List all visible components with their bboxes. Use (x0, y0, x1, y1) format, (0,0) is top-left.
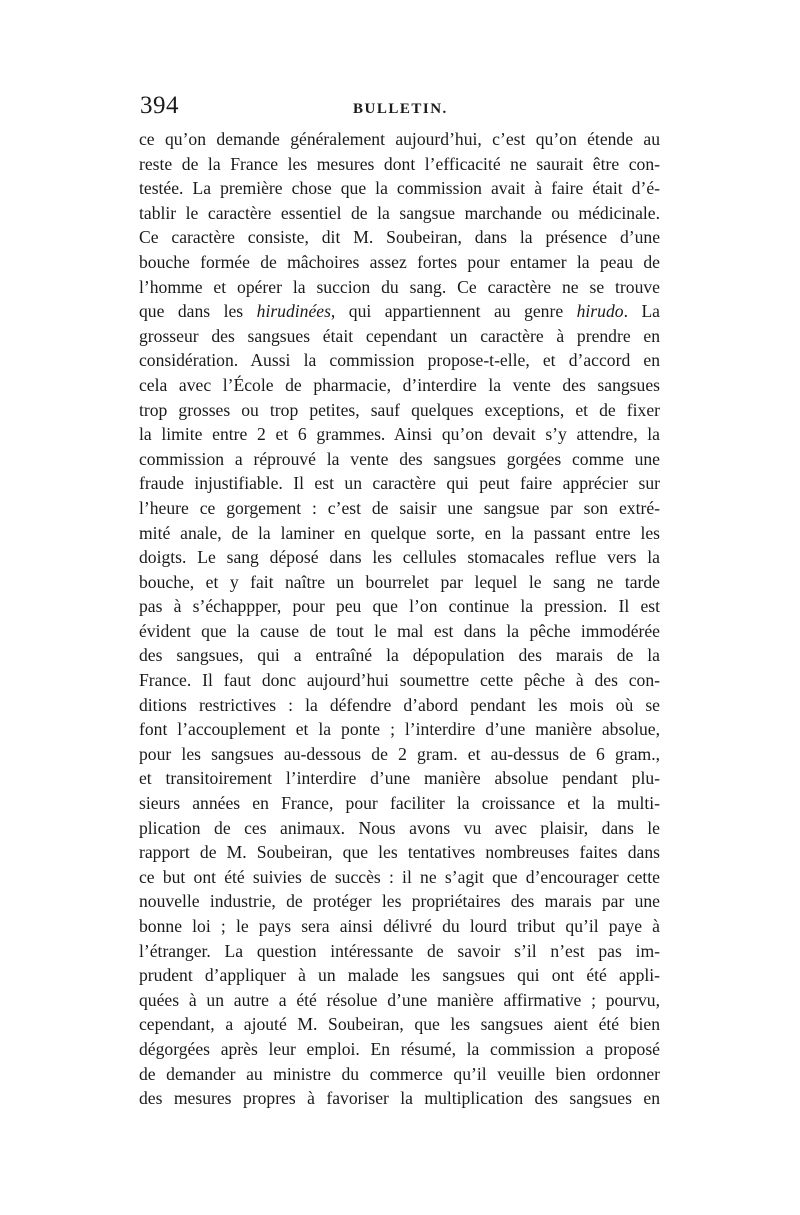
text-line: quées à un autre a été résolue d’une manière affirmative ; pourvu, (139, 989, 660, 1010)
text-line: bouche, et y fait naître un bourrelet par lequel le sang ne tarde (139, 571, 660, 592)
page-header (140, 92, 660, 122)
text-line: des sangsues, qui a entraîné la dépopulation des marais de la (139, 645, 660, 666)
text-line: que dans les hirudinées, qui appartiennent au genre hirudo. La (139, 301, 660, 322)
text-line: France. Il faut donc aujourd’hui soumettre cette pêche à des con- (139, 670, 660, 691)
text-line: ce qu’on demande généralement aujourd’hui, c’est qu’on étende au (139, 129, 660, 149)
running-head: BULLETIN. (353, 101, 448, 117)
text-line: ce but ont été suivies de succès : il ne s’agit que d’encourager cette (139, 866, 660, 887)
text-line: considération. Aussi la commission propose-t-elle, et d’accord en (139, 350, 660, 371)
italic-term: hirudo (576, 301, 624, 322)
text-line: et transitoirement l’interdire d’une manière absolue pendant plu- (139, 768, 660, 789)
text-line: sieurs années en France, pour faciliter la croissance et la multi- (139, 793, 660, 814)
text-line: reste de la France les mesures dont l’efficacité ne saurait être con- (139, 153, 660, 174)
text-line: cependant, a ajouté M. Soubeiran, que les sangsues aient été bien (139, 1014, 660, 1035)
text-line: mité anale, de la laminer en quelque sorte, en la passant entre les (139, 522, 660, 543)
text-line: grosseur des sangsues était cependant un caractère à prendre en (139, 325, 660, 346)
text-line: font l’accouplement et la ponte ; l’interdire d’une manière absolue, (139, 719, 660, 740)
text-line: l’homme et opérer la succion du sang. Ce caractère ne se trouve (139, 276, 660, 297)
text-line: l’heure ce gorgement : c’est de saisir une sangsue par son extré- (139, 497, 660, 518)
text-line: Ce caractère consiste, dit M. Soubeiran, dans la présence d’une (139, 227, 660, 248)
text-line: ditions restrictives : la défendre d’abord pendant les mois où se (139, 694, 660, 715)
text-line: prudent d’appliquer à un malade les sangsues qui ont été appli- (139, 965, 660, 986)
page-number: 394 (140, 92, 179, 119)
text-line: bouche formée de mâchoires assez fortes pour entamer la peau de (139, 251, 660, 272)
text-line: tablir le caractère essentiel de la sangsue marchande ou médicinale. (139, 202, 660, 223)
text-line: doigts. Le sang déposé dans les cellules stomacales reflue vers la (139, 547, 660, 568)
text-line: fraude injustifiable. Il est un caractère qui peut faire apprécier sur (139, 473, 660, 494)
text-line: testée. La première chose que la commission avait à faire était d’é- (139, 178, 660, 199)
text-line: la limite entre 2 et 6 grammes. Ainsi qu’on devait s’y attendre, la (139, 424, 660, 445)
text-line: plication de ces animaux. Nous avons vu avec plaisir, dans le (139, 817, 660, 838)
text-line: commission a réprouvé la vente des sangsues gorgées comme une (139, 448, 660, 469)
text-line: trop grosses ou trop petites, sauf quelques exceptions, et de fixer (139, 399, 660, 420)
text-line: pas à s’échappper, pour peu que l’on continue la pression. Il est (139, 596, 660, 617)
text-line: des mesures propres à favoriser la multiplication des sangsues en (139, 1088, 660, 1109)
text-line: rapport de M. Soubeiran, que les tentatives nombreuses faites dans (139, 842, 660, 863)
text-line: de demander au ministre du commerce qu’il veuille bien ordonner (139, 1063, 660, 1084)
text-line: cela avec l’École de pharmacie, d’interdire la vente des sangsues (139, 374, 660, 395)
text-line: dégorgées après leur emploi. En résumé, la commission a proposé (139, 1038, 660, 1059)
text-line: pour les sangsues au-dessous de 2 gram. et au-dessus de 6 gram., (139, 743, 660, 764)
italic-term: hirudinées (256, 301, 331, 322)
text-line: bonne loi ; le pays sera ainsi délivré du lourd tribut qu’il paye à (139, 916, 660, 936)
text-line: nouvelle industrie, de protéger les propriétaires des marais par une (139, 891, 660, 912)
text-line: l’étranger. La question intéressante de savoir s’il n’est pas im- (139, 940, 660, 961)
body-text (139, 127, 660, 1111)
text-line: évident que la cause de tout le mal est dans la pêche immodérée (139, 620, 660, 641)
